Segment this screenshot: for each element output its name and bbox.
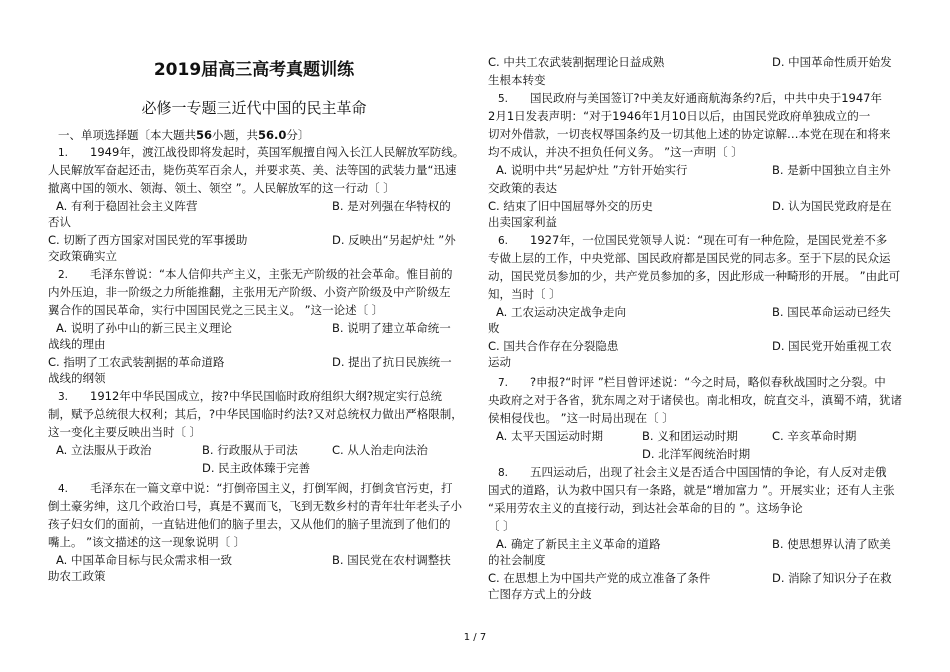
option-d-cont: 亡图存方式上的分歧 [488, 587, 592, 601]
option-d[interactable]: D. 反映出“另起炉灶 ”外 [332, 233, 456, 247]
question-4-line-2: 倒土豪劣绅，这几个政治口号，真是不翼而飞，飞到无数乡村的青年壮年老头子小 [48, 499, 462, 513]
option-b-cont: 战线的理由 [48, 337, 106, 351]
option-b[interactable]: B. 使思想界认清了欧美 [772, 537, 891, 551]
option-d-cont: 运动 [488, 355, 511, 369]
option-c[interactable]: C. 结束了旧中国屈辱外交的历史 [488, 199, 653, 213]
question-3-line-2: 制，赋予总统很大权利；其后，?中华民国临时约法?又对总统权力做出严格限制， [48, 407, 463, 421]
page-title: 2019届高三高考真题训练 [153, 60, 355, 80]
question-4-line-3: 孩子妇女们的面前，一直钻进他们的脑子里去，又从他们的脑子里流到了他们的 [48, 517, 451, 531]
question-6-line-2: 专做上层的工作，中央党部、国民政府都是国民党的同志多。至于下层的民众运 [488, 251, 891, 265]
question-8-line-2: 国式的道路，认为救中国只有一条路，就是“增加富力 ”。开展实业；还有人主张 [488, 483, 895, 497]
option-a[interactable]: A. 有利于稳固社会主义阵营 [56, 199, 198, 213]
question-6-line-4: 知，当时〔 〕 [488, 287, 561, 301]
option-b[interactable]: B. 行政服从于司法 [202, 443, 298, 457]
option-d[interactable]: D. 提出了抗日民族统一 [332, 355, 452, 369]
question-1-line-3: 撤离中国的领水、领海、领土、领空 ”。人民解放军的这一行动〔 〕 [48, 181, 395, 195]
option-d-cont: 出卖国家利益 [488, 215, 557, 229]
option-d-cont: 交政策确实立 [48, 249, 117, 263]
option-a[interactable]: A. 中国革命目标与民众需求相一致 [56, 553, 232, 567]
option-c[interactable]: C. 切断了西方国家对国民党的军事援助 [48, 233, 248, 247]
option-a[interactable]: A. 工农运动决定战争走向 [496, 305, 626, 319]
option-c[interactable]: C. 从人治走向法治 [332, 443, 428, 457]
option-c[interactable]: C. 在思想上为中国共产党的成立准备了条件 [488, 571, 711, 585]
option-b[interactable]: B. 国民革命运动已经失 [772, 305, 891, 319]
option-a[interactable]: A. 太平天国运动时期 [496, 429, 603, 443]
option-c[interactable]: C. 中共工农武装割据理论日益成熟 [488, 55, 665, 69]
option-b[interactable]: B. 义和团运动时期 [642, 429, 738, 443]
question-3-line-3: 这一变化主要反映出当时〔 〕 [48, 425, 202, 439]
question-5-line-2: 2月1日发表声明：“对于1946年1月10日以后，由国民党政府单独成立的一 [488, 109, 871, 123]
question-7-line-1: 7. ?申报?“时评 ”栏目曾评述说：“今之时局，略似春秋战国时之分裂。中 [498, 375, 886, 389]
option-a[interactable]: A. 立法服从于政治 [56, 443, 152, 457]
question-4-line-4: 嘴上。 ”该文描述的这一现象说明〔 〕 [48, 535, 246, 549]
option-d[interactable]: D. 中国革命性质开始发 [772, 55, 892, 69]
option-d-cont: 生根本转变 [488, 73, 546, 87]
question-8-line-1: 8. 五四运动后，出现了社会主义是否适合中国国情的争论，有人反对走俄 [498, 465, 887, 479]
question-1-line-1: 1. 1949年，渡江战役即将发起时，英国军舰擅自闯入长江人民解放军防线。 [58, 145, 465, 159]
question-6-line-1: 6. 1927年，一位国民党领导人说：“现在可有一种危险，是国民党差不多 [498, 233, 888, 247]
question-7-line-3: 侯相侵伐也。 ”这一时局出现在〔 〕 [488, 411, 674, 425]
option-a[interactable]: A. 确定了新民主主义革命的道路 [496, 537, 661, 551]
question-1-line-2: 人民解放军奋起还击，毙伤英军百余人，并要求英、美、法等国的武装力量“迅速 [48, 163, 457, 177]
option-c[interactable]: C. 指明了工农武装割据的革命道路 [48, 355, 225, 369]
option-b-cont: 败 [488, 321, 500, 335]
section-header: 一、单项选择题〔本大题共56小题，共56.0分〕 [58, 128, 310, 142]
option-a[interactable]: A. 说明中共“另起炉灶 ”方针开始实行 [496, 163, 688, 177]
option-d[interactable]: D. 国民党开始重视工农 [772, 339, 892, 353]
option-b-cont: 的社会制度 [488, 553, 546, 567]
option-b-cont: 助农工政策 [48, 569, 106, 583]
option-d[interactable]: D. 北洋军阀统治时期 [642, 447, 751, 461]
option-c[interactable]: C. 国共合作存在分裂隐患 [488, 339, 619, 353]
question-8-line-4: 〔 〕 [488, 519, 515, 533]
question-2-line-2: 内外压迫，非一阶级之力所能推翻，主张用无产阶级、小资产阶级及中产阶级左 [48, 285, 451, 299]
option-c[interactable]: C. 辛亥革命时期 [772, 429, 857, 443]
question-8-line-3: “采用劳农主义的直接行动，到达社会革命的目的 ”。这场争论 [488, 501, 803, 515]
question-5-line-1: 5. 国民政府与美国签订?中美友好通商航海条约?后，中共中央于1947年 [498, 91, 882, 105]
option-d-cont: 战线的纲领 [48, 371, 106, 385]
option-b[interactable]: B. 是对列强在华特权的 [332, 199, 451, 213]
question-3-line-1: 3. 1912年中华民国成立，按?中华民国临时政府组织大纲?规定实行总统 [58, 389, 442, 403]
page-subtitle: 必修一专题三近代中国的民主革命 [141, 99, 367, 117]
option-b-cont: 否认 [48, 215, 71, 229]
question-6-line-3: 动，国民党员参加的少，共产党员参加的多，因此形成一种畸形的开展。 ”由此可 [488, 269, 901, 283]
option-a[interactable]: A. 说明了孙中山的新三民主义理论 [56, 321, 232, 335]
question-5-line-3: 切对外借款，一切丧权辱国条约及一切其他上述的协定谅解…本党在现在和将来 [488, 127, 891, 141]
option-b[interactable]: B. 说明了建立革命统一 [332, 321, 451, 335]
question-2-line-1: 2. 毛泽东曾说：“本人信仰共产主义，主张无产阶级的社会革命。惟目前的 [58, 267, 453, 281]
page-number: 1 / 7 [463, 632, 487, 643]
question-7-line-2: 央政府之对于各省，犹东周之对于诸侯也。南北相攻，皖直交斗，滇蜀不靖，犹诸 [488, 393, 902, 407]
option-b-cont: 交政策的表达 [488, 181, 557, 195]
option-b[interactable]: B. 是新中国独立自主外 [772, 163, 891, 177]
option-d[interactable]: D. 民主政体臻于完善 [202, 461, 311, 475]
question-5-line-4: 均不成认，并决不担负任何义务。 ”这一声明〔 〕 [488, 145, 743, 159]
option-d[interactable]: D. 消除了知识分子在救 [772, 571, 892, 585]
option-d[interactable]: D. 认为国民党政府是在 [772, 199, 892, 213]
question-2-line-3: 翼合作的国民革命，实行中国国民党之三民主义。 ”这一论述〔 〕 [48, 303, 384, 317]
option-b[interactable]: B. 国民党在农村调整扶 [332, 553, 451, 567]
question-4-line-1: 4. 毛泽东在一篇文章中说：“打倒帝国主义，打倒军阀，打倒贪官污吏，打 [58, 481, 453, 495]
